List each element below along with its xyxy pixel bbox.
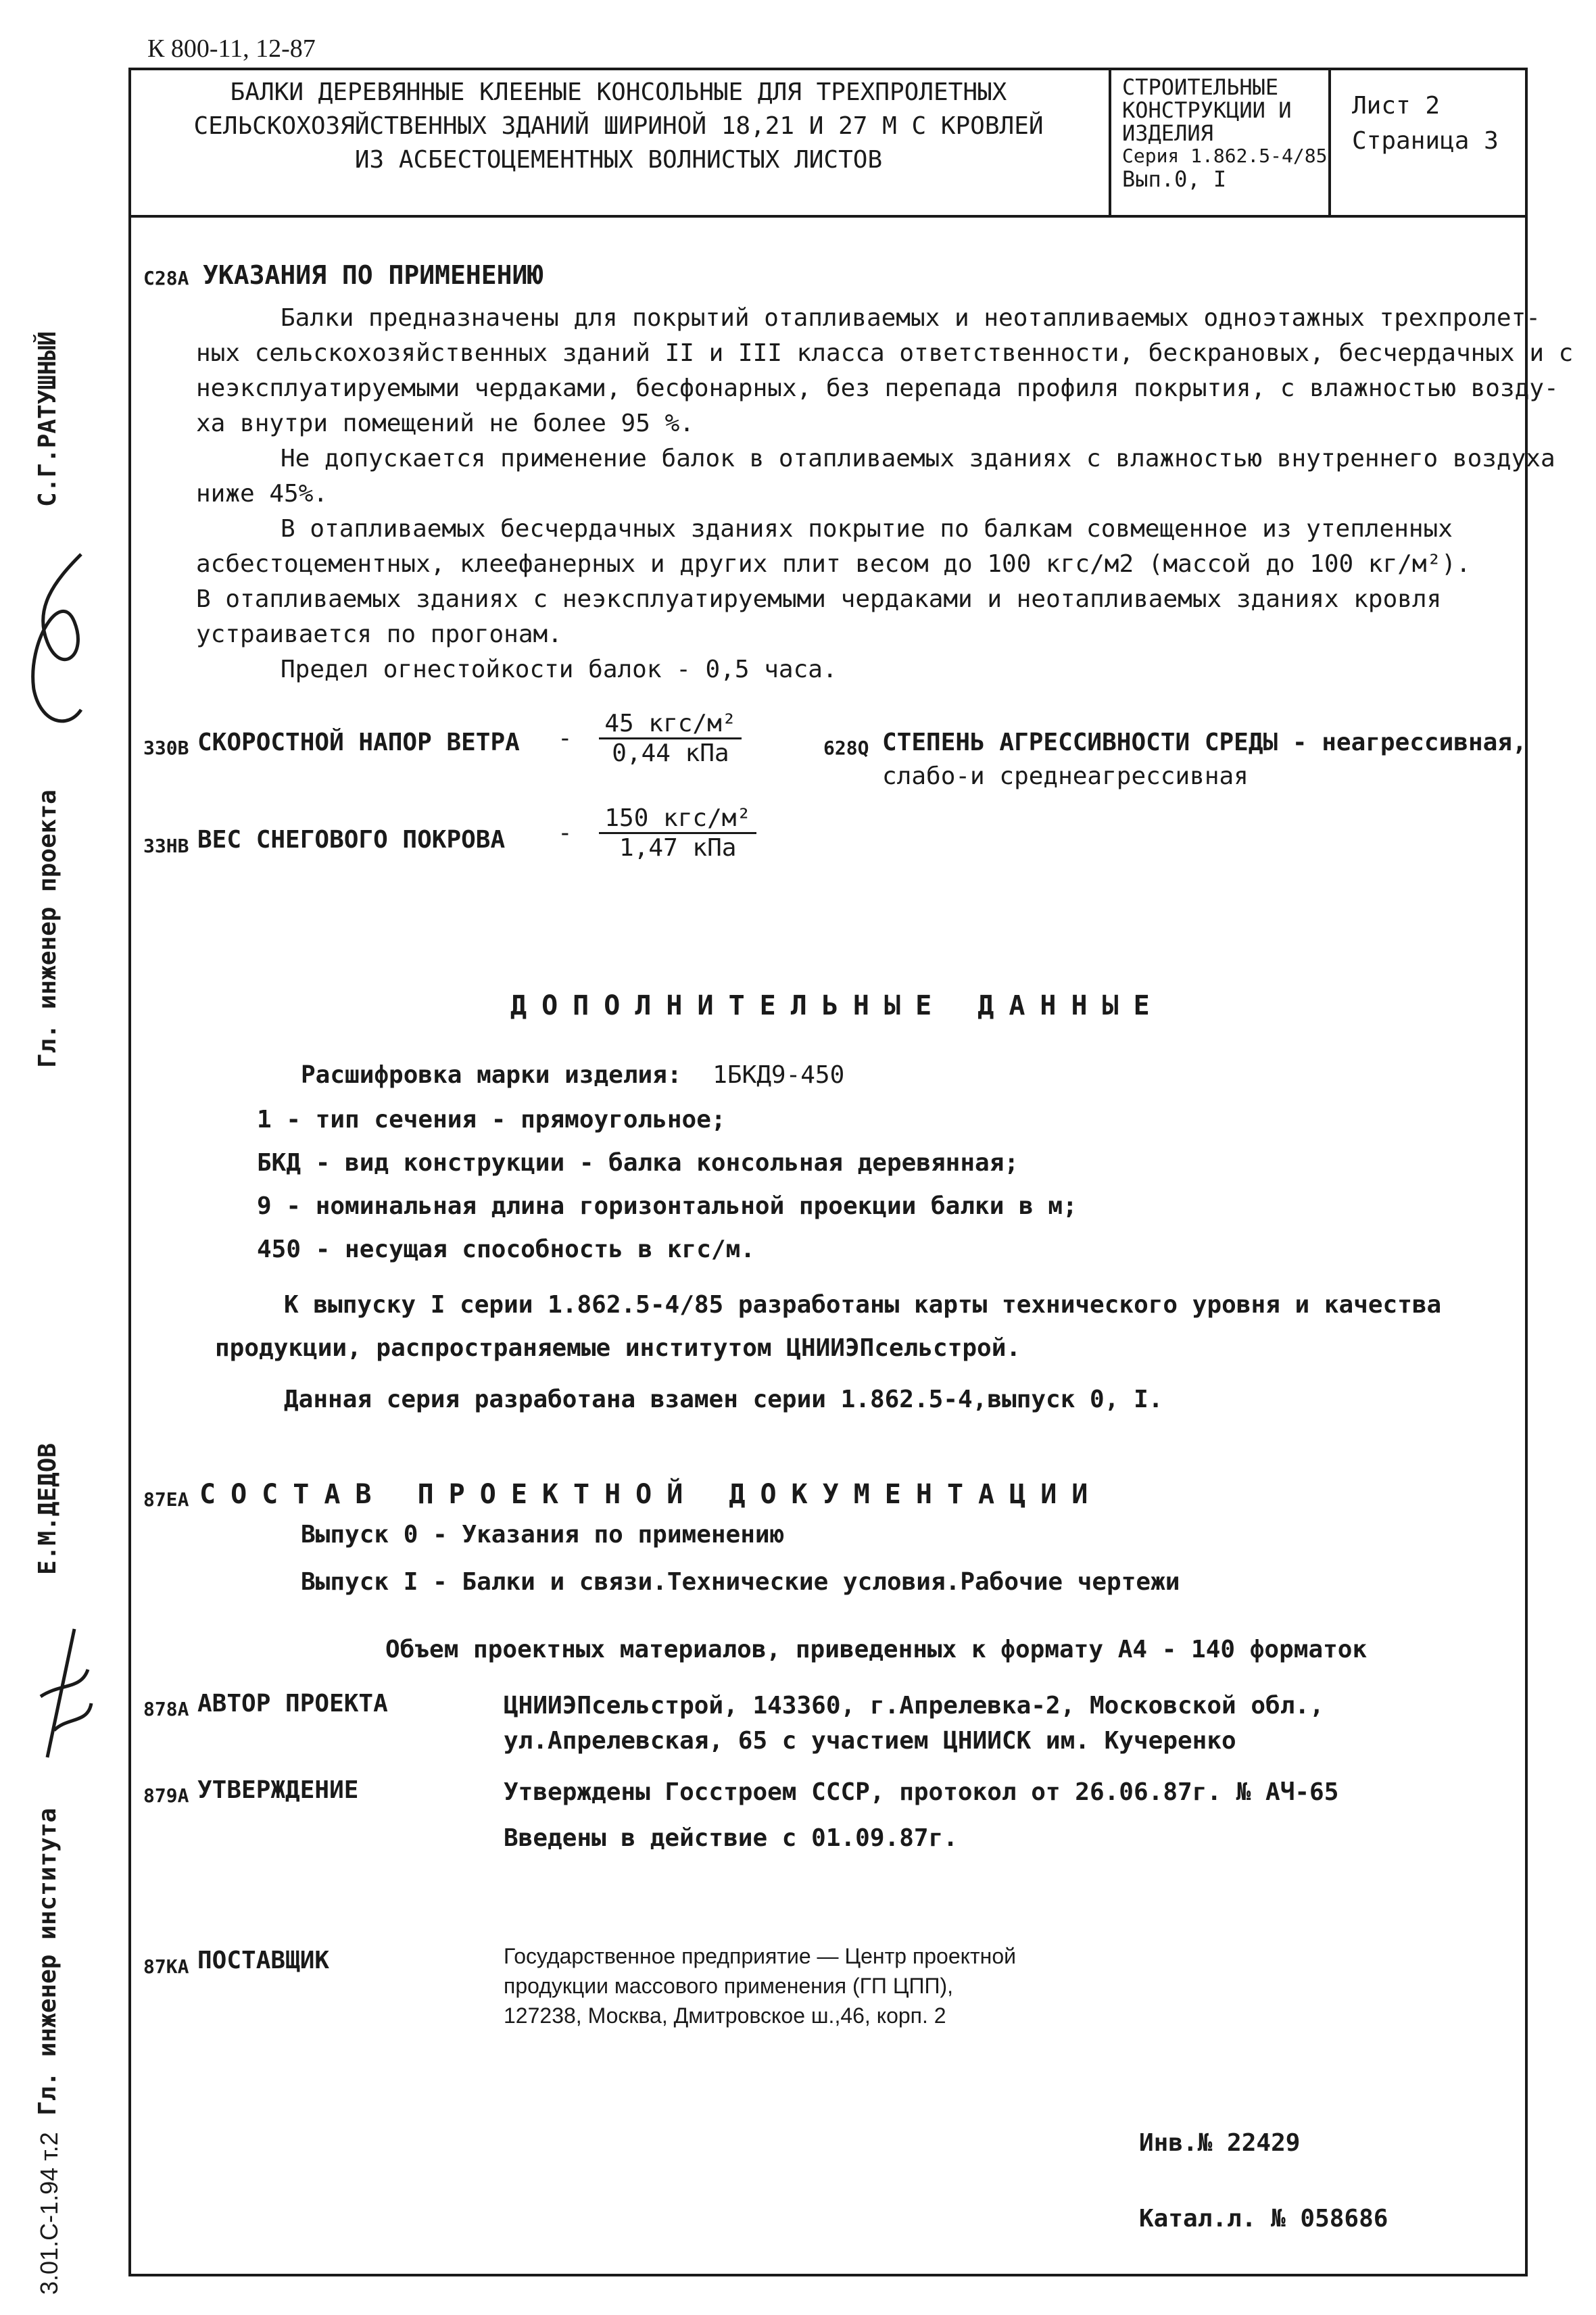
note-line: Данная серия разработана взамен серии 1.862.5-4,выпуск 0, I. — [284, 1386, 1163, 1413]
category-line: Серия 1.862.5-4/85 — [1122, 145, 1328, 167]
text-line: Балки предназначены для покрытий отапливаемых и неотапливаемых одноэтажных трехпролет- — [281, 304, 1541, 332]
decode-item: 9 - номинальная длина горизонтальной проекции балки в м; — [257, 1192, 1078, 1220]
inventory-number: Инв.№ 22429 — [1139, 2129, 1301, 2157]
dash: - — [558, 725, 573, 752]
snow-code: 33НВ — [143, 835, 189, 857]
approval-line: Утверждены Госстроем СССР, протокол от 26.06.87г. № АЧ-65 — [504, 1778, 1339, 1806]
snow-value-kgs: 150 кгс/м² — [599, 804, 756, 834]
composition-items — [301, 1517, 1180, 1600]
snow-label: ВЕС СНЕГОВОГО ПОКРОВА — [197, 826, 506, 854]
signature-1 — [14, 541, 101, 737]
author-lines — [504, 1688, 1324, 1759]
text-line: ниже 45%. — [196, 480, 329, 508]
wind-value-kgs: 45 кгс/м² — [599, 710, 742, 739]
header-sep-2 — [1328, 68, 1331, 218]
header-title-line: СЕЛЬСКОХОЗЯЙСТВЕННЫХ ЗДАНИЙ ШИРИНОЙ 18,21 И 27 М С КРОВЛЕЙ — [193, 112, 1044, 140]
wind-value-kpa: 0,44 кПа — [612, 739, 729, 767]
category-line: ИЗДЕЛИЯ — [1122, 120, 1213, 146]
text-line: ных сельскохозяйственных зданий II и III класса ответственности, бескрановых, бесчердачных и с — [196, 339, 1574, 367]
approval-lines — [504, 1775, 1338, 1856]
composition-item: Выпуск I - Балки и связи.Технические условия.Рабочие чертежи — [301, 1568, 1180, 1596]
header-sep-1 — [1109, 68, 1111, 218]
section-heading: УКАЗАНИЯ ПО ПРИМЕНЕНИЮ — [203, 260, 543, 290]
additional-content — [257, 1058, 1078, 1267]
decode-label: Расшифровка марки изделия: — [301, 1061, 682, 1089]
text-line: ха внутри помещений не более 95 %. — [196, 410, 694, 437]
text-line: неэксплуатируемыми чердаками, бесфонарных, без перепада профиля покрытия, с влажностью возду- — [196, 374, 1559, 402]
text-line: В отапливаемых бесчердачных зданиях покрытие по балкам совмещенное из утепленных — [281, 515, 1453, 543]
text-line: В отапливаемых зданиях с неэксплуатируемыми чердаками и неотапливаемых зданиях кровля — [196, 585, 1442, 613]
composition-item: Выпуск 0 - Указания по применению — [301, 1521, 785, 1549]
dash: - — [558, 819, 573, 847]
engineer-project-name: С.Г.РАТУШНЫЙ — [34, 331, 62, 507]
wind-value — [558, 710, 742, 767]
usage-paragraph-1 — [196, 301, 1573, 687]
composition-heading: СОСТАВ ПРОЕКТНОЙ ДОКУМЕНТАЦИИ — [199, 1479, 1103, 1510]
author-line: ул.Апрелевская, 65 с участием ЦНИИСК им. Кучеренко — [504, 1727, 1236, 1755]
decode-line — [301, 1058, 1078, 1093]
engineer-institute-name: Е.М.ДЕДОВ — [34, 1442, 62, 1575]
snow-value-kpa: 1,47 кПа — [619, 834, 737, 862]
text-line: Предел огнестойкости балок - 0,5 часа. — [281, 656, 838, 683]
additional-notes — [215, 1288, 1441, 1417]
page-label: Страница 3 — [1352, 127, 1499, 155]
wind-label: СКОРОСТНОЙ НАПОР ВЕТРА — [197, 729, 520, 756]
snow-fraction — [599, 804, 756, 862]
doc-code: К 800-11, 12-87 — [147, 34, 316, 63]
category-line: Вып.0, I — [1122, 166, 1227, 192]
catalog-number: Катал.л. № 058686 — [1139, 2205, 1388, 2233]
engineer-project-role: Гл. инженер проекта — [34, 789, 62, 1068]
additional-heading: ДОПОЛНИТЕЛЬНЫЕ ДАННЫЕ — [510, 990, 1165, 1021]
author-line: ЦНИИЭПсельстрой, 143360, г.Апрелевка-2, Московской обл., — [504, 1692, 1324, 1720]
text-line: Не допускается применение балок в отапливаемых зданиях с влажностью внутреннего воздуха — [281, 445, 1555, 472]
wind-code: 330В — [143, 737, 189, 759]
text-line: асбестоцементных, клеефанерных и других плит весом до 100 кгс/м2 (массой до 100 кг/м²). — [196, 550, 1471, 578]
engineer-institute-role: Гл. инженер института — [34, 1807, 62, 2116]
note-line: продукции, распространяемые институтом ЦНИИЭПсельстрой. — [215, 1334, 1021, 1362]
aggr-label: СТЕПЕНЬ АГРЕССИВНОСТИ СРЕДЫ - неагрессивная, — [882, 729, 1527, 756]
author-label: АВТОР ПРОЕКТА — [197, 1690, 388, 1717]
wind-fraction — [599, 710, 742, 767]
signature-2 — [27, 1615, 101, 1764]
approval-label: УТВЕРЖДЕНИЕ — [197, 1776, 359, 1804]
header-title-line: БАЛКИ ДЕРЕВЯННЫЕ КЛЕЕНЫЕ КОНСОЛЬНЫЕ ДЛЯ ТРЕХПРОЛЕТНЫХ — [230, 78, 1007, 106]
category-line: СТРОИТЕЛЬНЫЕ — [1122, 74, 1279, 100]
composition-code: 87ЕА — [143, 1488, 189, 1511]
section-code: С28А — [143, 267, 189, 289]
note-line: К выпуску I серии 1.862.5-4/85 разработаны карты технического уровня и качества — [284, 1291, 1442, 1319]
approval-line: Введены в действие с 01.09.87г. — [504, 1824, 958, 1852]
header-divider — [128, 215, 1525, 218]
footer-code: 3.01.С-1.94 т.2 — [35, 2132, 63, 2295]
sheet-label: Лист 2 — [1352, 92, 1441, 120]
author-code: 878А — [143, 1698, 189, 1720]
composition-volume: Объем проектных материалов, приведенных к формату А4 - 140 форматок — [385, 1636, 1368, 1663]
text-line: устраивается по прогонам. — [196, 620, 562, 648]
decode-item: 1 - тип сечения - прямоугольное; — [257, 1106, 726, 1134]
supplier-lines — [504, 1941, 1016, 2030]
decode-mark: 1БКД9-450 — [712, 1061, 845, 1089]
supplier-code: 87КА — [143, 1955, 189, 1978]
header-category — [1122, 76, 1327, 191]
decode-item: БКД - вид конструкции - балка консольная деревянная; — [257, 1149, 1019, 1177]
header-title — [135, 76, 1102, 177]
header-title-line: ИЗ АСБЕСТОЦЕМЕНТНЫХ ВОЛНИСТЫХ ЛИСТОВ — [354, 146, 883, 174]
category-line: КОНСТРУКЦИИ И — [1122, 97, 1292, 123]
aggr-code: 628Q — [823, 737, 869, 759]
supplier-line: Государственное предприятие — Центр проектной — [504, 1944, 1016, 1968]
supplier-line: продукции массового применения (ГП ЦПП), — [504, 1974, 954, 1998]
decode-item: 450 - несущая способность в кгс/м. — [257, 1236, 755, 1263]
snow-value — [558, 804, 756, 862]
supplier-line: 127238, Москва, Дмитровское ш.,46, корп. 2 — [504, 2003, 946, 2028]
aggr-label-2: слабо-и среднеагрессивная — [882, 762, 1249, 790]
supplier-label: ПОСТАВЩИК — [197, 1947, 330, 1974]
approval-code: 879А — [143, 1784, 189, 1807]
